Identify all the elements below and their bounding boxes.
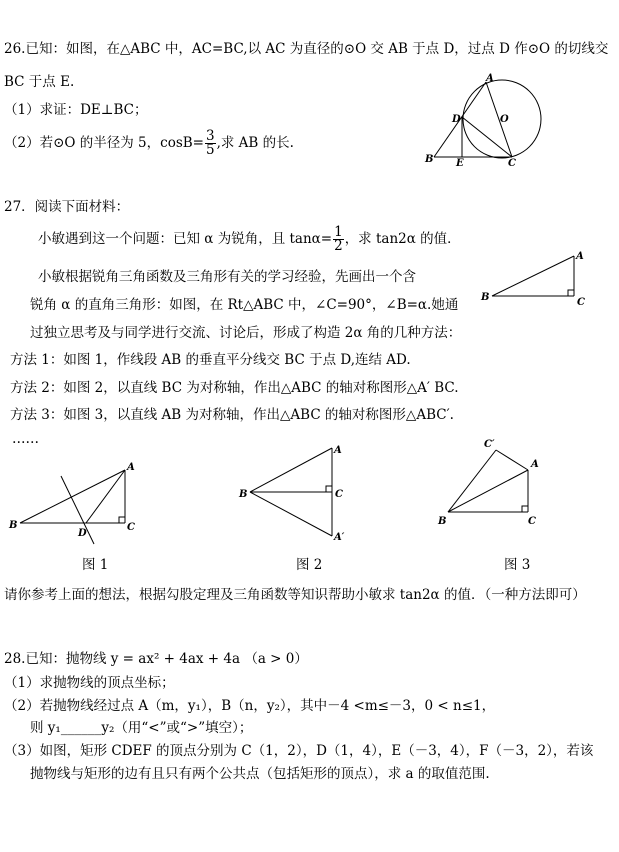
label-e: E bbox=[456, 158, 464, 169]
q26-fraction bbox=[205, 130, 216, 157]
q27-method2: 方法 2：如图 2，以直线 BC 为对称轴，作出△ABC 的轴对称图形△A′ BC. bbox=[10, 380, 459, 396]
q28-part3b: 抛物线与矩形的边有且只有两个公共点（包括矩形的顶点），求 a 的取值范围. bbox=[30, 766, 490, 782]
fig2-label-a: A bbox=[334, 445, 342, 456]
label-b: B bbox=[481, 292, 490, 303]
right-angle-mark bbox=[568, 290, 574, 296]
caption-fig2: 图 2 bbox=[296, 557, 323, 573]
caption-fig3: 图 3 bbox=[504, 557, 531, 573]
fig3-side-c-prime-a bbox=[496, 450, 528, 470]
fig2-side-ab bbox=[250, 448, 332, 492]
fig3-label-c-prime: C′ bbox=[484, 439, 495, 450]
fig2-right-angle bbox=[326, 486, 332, 492]
q27-p4: 过独立思考及与同学进行交流、讨论后，形成了构造 2α 角的几种方法： bbox=[30, 325, 462, 341]
q27-fraction bbox=[333, 226, 344, 253]
q27-method3: 方法 3：如图 3，以直线 AB 为对称轴，作出△ABC 的轴对称图形△ABC′. bbox=[10, 407, 454, 423]
q27-method1: 方法 1：如图 1，作线段 AB 的垂直平分线交 BC 于点 D,连结 AD. bbox=[10, 352, 411, 368]
q28-part2b: 则 y₁______y₂（用“<”或“>”填空）； bbox=[30, 720, 253, 736]
q27-frac-den: 2 bbox=[334, 238, 343, 254]
label-o: O bbox=[500, 114, 509, 125]
fig1-label-b: B bbox=[9, 520, 18, 531]
q28-line1: 28.已知：抛物线 y = ax² + 4ax + 4a （a > 0） bbox=[4, 651, 308, 667]
q27-p3: 锐角 α 的直角三角形：如图，在 Rt△ABC 中，∠C=90°，∠B=α.她通 bbox=[30, 297, 459, 313]
label-a: A bbox=[486, 73, 494, 84]
fig1-right-angle bbox=[119, 517, 125, 523]
q27-p1-post: ，求 tan2α 的值． bbox=[344, 231, 461, 247]
label-a: A bbox=[576, 251, 584, 262]
q27-top-figure bbox=[478, 250, 588, 310]
q28-part3: （3）如图，矩形 CDEF 的顶点分别为 C（1，2），D（1，4），E（－3，4），F（－3，2），若该 bbox=[4, 743, 594, 759]
q26-frac-den: 5 bbox=[206, 142, 215, 158]
fig1-label-c: C bbox=[127, 522, 135, 533]
q27-title: 27．阅读下面材料： bbox=[4, 199, 130, 215]
fig3-label-a: A bbox=[531, 459, 539, 470]
q26-part2-post: ,求 AB 的长. bbox=[216, 135, 294, 151]
fig2-label-a-prime: A′ bbox=[334, 532, 345, 543]
q26-figure bbox=[420, 72, 570, 172]
q26-part2-pre: （2）若⊙O 的半径为 5，cosB= bbox=[4, 135, 204, 151]
fig3-side-bc-prime bbox=[448, 450, 496, 512]
fig1-side-ab bbox=[20, 470, 125, 523]
fig1-segment-ad bbox=[86, 470, 125, 523]
fig2-label-c: C bbox=[335, 489, 343, 500]
q27-p1 bbox=[38, 222, 461, 256]
q27-p2: 小敏根据锐角三角函数及三角形有关的学习经验，先画出一个含 bbox=[38, 269, 416, 285]
figure-2 bbox=[236, 440, 356, 550]
fig3-label-c: C bbox=[528, 516, 536, 527]
q28-part1: （1）求抛物线的顶点坐标； bbox=[4, 675, 175, 691]
q27-frac-num: 1 bbox=[334, 224, 343, 240]
q26-part2 bbox=[4, 126, 294, 160]
q26-part1: （1）求证：DE⊥BC； bbox=[4, 102, 148, 118]
q27-p1-pre: 小敏遇到这一个问题：已知 α 为锐角，且 tanα= bbox=[38, 231, 333, 247]
caption-fig1: 图 1 bbox=[82, 557, 109, 573]
q28-part2: （2）若抛物线经过点 A（m，y₁），B（n，y₂），其中－4 <m≤－3，0 < n≤1， bbox=[4, 698, 496, 714]
q26-line1: 26.已知：如图，在△ABC 中，AC=BC,以 AC 为直径的⊙O 交 AB 于点 D，过点 D 作⊙O 的切线交 bbox=[4, 41, 609, 57]
q27-ellipsis: …… bbox=[12, 431, 39, 447]
fig2-label-b: B bbox=[239, 489, 248, 500]
fig1-label-d: D bbox=[78, 528, 87, 539]
figure-3 bbox=[434, 436, 554, 532]
fig2-side-a2b bbox=[250, 492, 332, 536]
label-b: B bbox=[425, 154, 434, 165]
side-ab bbox=[492, 256, 574, 296]
q26-line2: BC 于点 E. bbox=[4, 74, 75, 90]
fig1-label-a: A bbox=[127, 462, 135, 473]
label-d: D bbox=[452, 114, 461, 125]
fig3-right-angle bbox=[522, 506, 528, 512]
label-c: C bbox=[577, 297, 585, 308]
q26-frac-num: 3 bbox=[206, 128, 215, 144]
fig3-label-b: B bbox=[438, 516, 447, 527]
label-c: C bbox=[508, 158, 516, 169]
figure-1 bbox=[6, 456, 146, 546]
q27-ask: 请你参考上面的想法，根据勾股定理及三角函数等知识帮助小敏求 tan2α 的值．（一种方法即可） bbox=[4, 587, 586, 603]
fig3-side-ab bbox=[448, 470, 528, 512]
